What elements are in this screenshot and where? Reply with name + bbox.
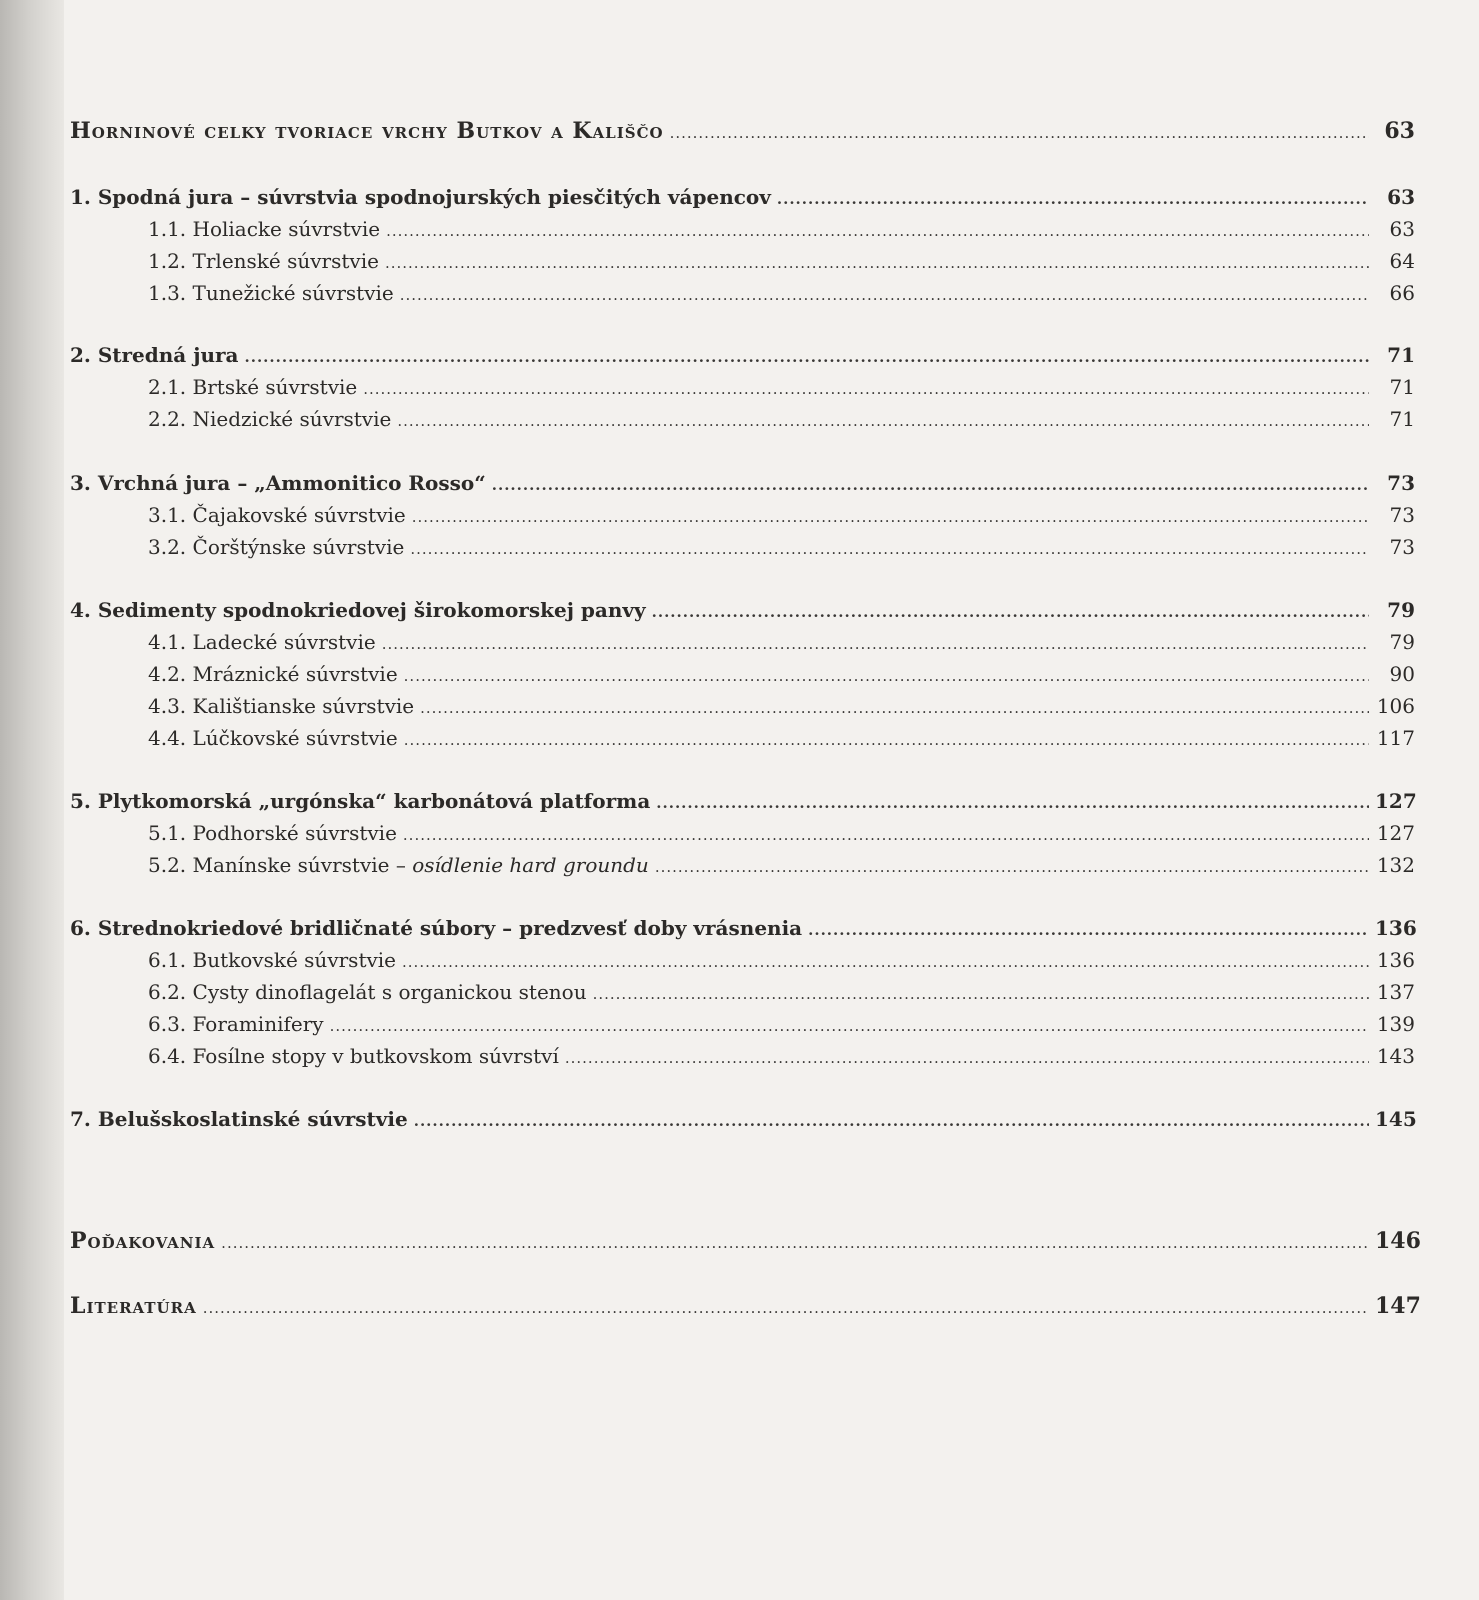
toc-page-number: 117 bbox=[1376, 726, 1415, 750]
toc-page-number: 63 bbox=[1387, 185, 1415, 209]
toc-item-2-2[interactable] bbox=[70, 406, 1415, 434]
leader-dots bbox=[420, 695, 1369, 721]
leader-dots bbox=[402, 949, 1369, 975]
toc-chapter-title: Horninové celky tvoriace vrchy Butkov a Kališčo bbox=[70, 118, 664, 144]
toc-item-title: 2.1. Brtské súvrstvie bbox=[148, 375, 358, 399]
toc-page-number: 143 bbox=[1376, 1044, 1415, 1068]
leader-dots bbox=[403, 822, 1369, 848]
toc-item-5-1[interactable] bbox=[70, 820, 1415, 848]
toc-item-4-4[interactable] bbox=[70, 725, 1415, 753]
toc-page-number: 71 bbox=[1389, 375, 1415, 399]
toc-chapter-main[interactable] bbox=[70, 118, 1415, 146]
toc-item-title: 4.1. Ladecké súvrstvie bbox=[148, 630, 376, 654]
toc-section-title: 7. Belušskoslatinské súvrstvie bbox=[70, 1107, 408, 1131]
leader-dots bbox=[777, 186, 1369, 212]
leader-dots bbox=[330, 1013, 1369, 1039]
toc-item-4-2[interactable] bbox=[70, 661, 1415, 689]
toc-item-title: 6.4. Fosílne stopy v butkovskom súvrství bbox=[148, 1044, 559, 1068]
toc-item-6-4[interactable] bbox=[70, 1043, 1415, 1071]
leader-dots bbox=[363, 376, 1369, 402]
toc-item-title: 4.3. Kalištianske súvrstvie bbox=[148, 694, 415, 718]
leader-dots bbox=[414, 1108, 1369, 1134]
toc-page-number: 63 bbox=[1384, 118, 1415, 144]
toc-page-number: 145 bbox=[1375, 1107, 1417, 1131]
leader-dots bbox=[245, 344, 1369, 370]
toc-page-number: 73 bbox=[1387, 471, 1415, 495]
toc-item-4-1[interactable] bbox=[70, 629, 1415, 657]
toc-item-4-3[interactable] bbox=[70, 693, 1415, 721]
toc-section-4[interactable] bbox=[70, 597, 1415, 625]
toc-section-title: 2. Stredná jura bbox=[70, 343, 239, 367]
toc-item-title: 2.2. Niedzické súvrstvie bbox=[148, 407, 392, 431]
toc-item-title: 6.3. Foraminifery bbox=[148, 1012, 324, 1036]
toc-item-title: 1.1. Holiacke súvrstvie bbox=[148, 217, 381, 241]
toc-item-title: 3.2. Čorštýnske súvrstvie bbox=[148, 535, 405, 559]
toc-page-number: 79 bbox=[1389, 630, 1415, 654]
toc-page-number: 71 bbox=[1389, 407, 1415, 431]
leader-dots bbox=[404, 727, 1369, 753]
toc-page-number: 106 bbox=[1376, 694, 1415, 718]
toc-item-6-1[interactable] bbox=[70, 947, 1415, 975]
toc-section-2[interactable] bbox=[70, 342, 1415, 370]
toc-item-title-italic: osídlenie hard groundu bbox=[412, 853, 649, 877]
toc-item-title: 4.4. Lúčkovské súvrstvie bbox=[148, 726, 398, 750]
leader-dots bbox=[656, 790, 1369, 816]
toc-item-title: 3.1. Čajakovské súvrstvie bbox=[148, 503, 406, 527]
toc-page-number: 64 bbox=[1389, 249, 1415, 273]
toc-page-number: 79 bbox=[1387, 598, 1415, 622]
toc-item-title: 1.2. Trlenské súvrstvie bbox=[148, 249, 379, 273]
toc-item-2-1[interactable] bbox=[70, 374, 1415, 402]
toc-page-number: 136 bbox=[1375, 916, 1417, 940]
leader-dots bbox=[410, 536, 1369, 562]
leader-dots bbox=[655, 854, 1369, 880]
toc-item-title-main: 5.2. Manínske súvrstvie – bbox=[148, 853, 413, 877]
toc-section-title: 5. Plytkomorská „urgónska“ karbonátová platforma bbox=[70, 789, 651, 813]
leader-dots bbox=[397, 408, 1369, 434]
toc-chapter-title: Poďakovania bbox=[70, 1228, 216, 1254]
toc-page-number: 73 bbox=[1389, 503, 1415, 527]
leader-dots bbox=[652, 599, 1369, 625]
toc-item-title bbox=[148, 852, 649, 878]
toc-section-3[interactable] bbox=[70, 470, 1415, 498]
toc-page-number: 127 bbox=[1376, 821, 1415, 845]
leader-dots bbox=[565, 1045, 1369, 1071]
toc-page-number: 136 bbox=[1376, 948, 1415, 972]
toc-section-title: 4. Sedimenty spodnokriedovej širokomorskej panvy bbox=[70, 598, 646, 622]
toc-page-number: 146 bbox=[1375, 1228, 1421, 1254]
leader-dots bbox=[412, 504, 1369, 530]
toc-page-number: 132 bbox=[1376, 853, 1415, 877]
book-gutter-shadow bbox=[0, 0, 64, 1600]
leader-dots bbox=[385, 250, 1369, 276]
leader-dots bbox=[386, 218, 1369, 244]
toc-section-title: 6. Strednokriedové bridličnaté súbory – predzvesť doby vrásnenia bbox=[70, 916, 803, 940]
toc-section-5[interactable] bbox=[70, 788, 1415, 816]
toc-section-6[interactable] bbox=[70, 915, 1415, 943]
toc-page bbox=[70, 0, 1421, 1600]
toc-page-number: 147 bbox=[1375, 1293, 1421, 1319]
leader-dots bbox=[203, 1295, 1369, 1321]
leader-dots bbox=[221, 1230, 1369, 1256]
toc-chapter-literature[interactable] bbox=[70, 1293, 1421, 1321]
leader-dots bbox=[382, 631, 1369, 657]
toc-item-1-1[interactable] bbox=[70, 216, 1415, 244]
toc-item-3-2[interactable] bbox=[70, 534, 1415, 562]
toc-page-number: 63 bbox=[1389, 217, 1415, 241]
toc-page-number: 127 bbox=[1375, 789, 1417, 813]
toc-item-title: 6.1. Butkovské súvrstvie bbox=[148, 948, 397, 972]
toc-page-number: 71 bbox=[1387, 343, 1415, 367]
leader-dots bbox=[670, 120, 1369, 146]
toc-item-1-2[interactable] bbox=[70, 248, 1415, 276]
toc-section-7[interactable] bbox=[70, 1106, 1415, 1134]
toc-chapter-acknowledgements[interactable] bbox=[70, 1228, 1421, 1256]
toc-page-number: 137 bbox=[1376, 980, 1415, 1004]
toc-page-number: 73 bbox=[1389, 535, 1415, 559]
toc-item-5-2[interactable] bbox=[70, 852, 1415, 880]
toc-item-1-3[interactable] bbox=[70, 280, 1415, 308]
toc-item-title: 1.3. Tunežické súvrstvie bbox=[148, 281, 394, 305]
leader-dots bbox=[808, 917, 1369, 943]
toc-item-3-1[interactable] bbox=[70, 502, 1415, 530]
toc-section-title: 1. Spodná jura – súvrstvia spodnojurských piesčitých vápencov bbox=[70, 185, 771, 209]
leader-dots bbox=[593, 981, 1369, 1007]
toc-item-6-3[interactable] bbox=[70, 1011, 1415, 1039]
toc-page-number: 139 bbox=[1376, 1012, 1415, 1036]
toc-item-6-2[interactable] bbox=[70, 979, 1415, 1007]
toc-section-1[interactable] bbox=[70, 184, 1415, 212]
toc-page-number: 90 bbox=[1389, 662, 1415, 686]
leader-dots bbox=[400, 282, 1369, 308]
toc-section-title: 3. Vrchná jura – „Ammonitico Rosso“ bbox=[70, 471, 486, 495]
toc-page-number: 66 bbox=[1389, 281, 1415, 305]
leader-dots bbox=[404, 663, 1369, 689]
toc-item-title: 4.2. Mráznické súvrstvie bbox=[148, 662, 398, 686]
toc-chapter-title: Literatúra bbox=[70, 1293, 197, 1319]
leader-dots bbox=[492, 472, 1369, 498]
toc-item-title: 6.2. Cysty dinoflagelát s organickou stenou bbox=[148, 980, 587, 1004]
toc-item-title: 5.1. Podhorské súvrstvie bbox=[148, 821, 397, 845]
